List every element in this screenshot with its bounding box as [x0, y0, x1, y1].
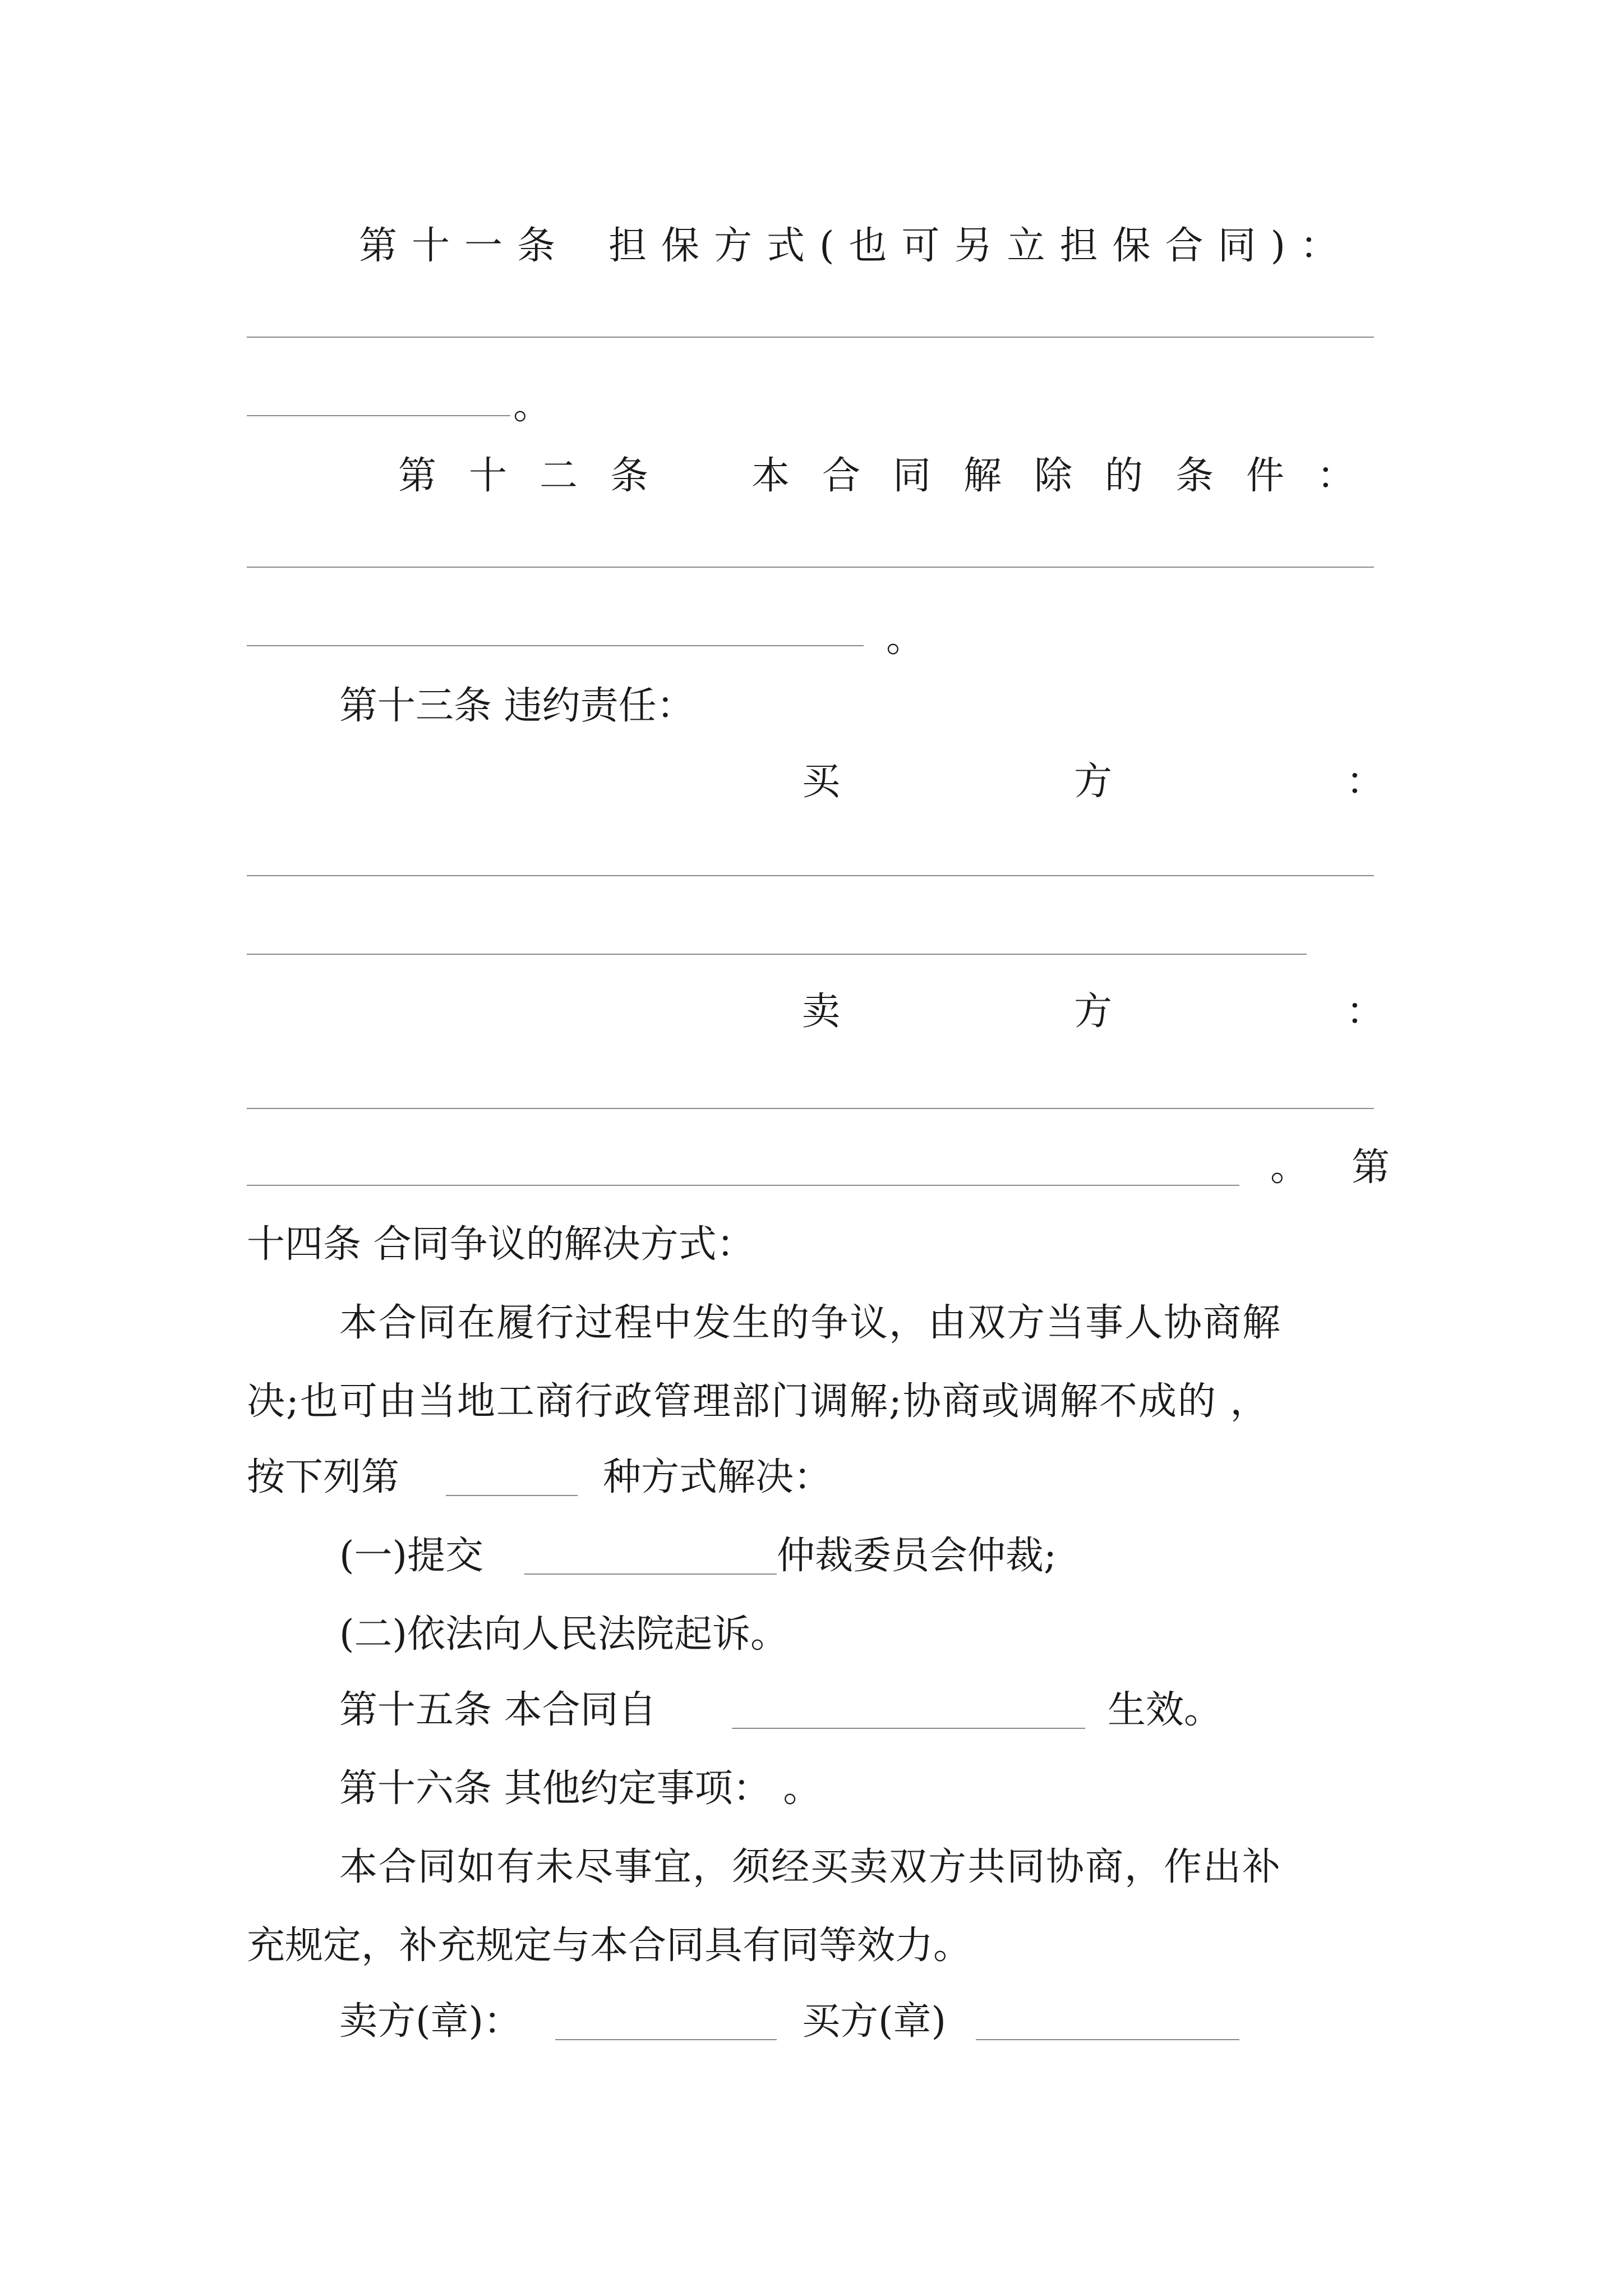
article-14-method-number-blank[interactable] [446, 1495, 578, 1496]
effective-date-blank[interactable] [732, 1728, 1085, 1729]
article-11-title: 担保方式(也可另立担保合同)： [608, 224, 1353, 268]
article-13-seller-colon: ： [1346, 990, 1385, 1034]
closing-line-2: 充规定，补充规定与本合同具有同等效力。 [247, 1924, 972, 1968]
article-14-choose-suffix: 种方式解决： [603, 1455, 832, 1499]
article-14-option-1-suffix: 仲裁委员会仲裁; [777, 1534, 1057, 1578]
article-13-buyer-blank-line-2[interactable] [247, 954, 1307, 955]
article-11-blank-line-2[interactable] [247, 415, 510, 416]
article-11-end: 。 [513, 384, 552, 428]
article-12-blank-line-1[interactable] [247, 567, 1374, 568]
article-13-seller-end: 。 [1270, 1145, 1309, 1190]
article-11-label: 第十一条 [359, 224, 570, 268]
article-12-label: 第十二条 [398, 454, 681, 498]
article-13-seller-char-2: 方 [1074, 990, 1113, 1034]
article-12-end: 。 [886, 616, 925, 661]
article-13-label: 第十三条 违约责任： [339, 684, 695, 728]
closing-line-1: 本合同如有未尽事宜，须经买卖双方共同协商，作出补 [339, 1845, 1282, 1889]
article-15-prefix: 第十五条 本合同自 [339, 1688, 657, 1732]
article-13-buyer-blank-line-1[interactable] [247, 875, 1374, 876]
article-16-text: 第十六条 其他约定事项： 。 [339, 1766, 822, 1811]
article-13-seller-blank-line-1[interactable] [247, 1108, 1374, 1109]
article-14-paragraph-line-2: 决;也可由当地工商行政管理部门调解;协商或调解不成的 ， [247, 1379, 1270, 1424]
buyer-seal-label: 买方(章) [802, 1999, 947, 2044]
seller-seal-label: 卖方(章)： [339, 1999, 522, 2044]
seller-seal-blank[interactable] [555, 2039, 777, 2040]
article-11-blank-line-1[interactable] [247, 337, 1374, 338]
article-15-suffix: 生效。 [1108, 1688, 1223, 1732]
article-14-head-char: 第 [1352, 1145, 1390, 1190]
article-12-blank-line-2[interactable] [247, 645, 864, 646]
article-13-seller-blank-line-2[interactable] [247, 1185, 1239, 1186]
article-14-option-1-prefix: (一)提交 [339, 1534, 484, 1578]
article-14-paragraph-line-1: 本合同在履行过程中发生的争议，由双方当事人协商解 [339, 1301, 1282, 1345]
article-14-label: 十四条 合同争议的解决方式： [247, 1222, 755, 1267]
arbitration-commission-blank[interactable] [524, 1573, 777, 1575]
article-13-buyer-char-2: 方 [1074, 760, 1113, 804]
article-12-title: 本合同解除的条件： [751, 454, 1388, 498]
article-13-seller-char-1: 卖 [802, 990, 841, 1034]
article-13-buyer-colon: ： [1346, 760, 1385, 804]
article-14-choose-prefix: 按下列第 [247, 1455, 400, 1499]
buyer-seal-blank[interactable] [976, 2039, 1239, 2040]
article-14-option-2: (二)依法向人民法院起诉。 [339, 1612, 789, 1657]
article-13-buyer-char-1: 买 [802, 760, 841, 804]
